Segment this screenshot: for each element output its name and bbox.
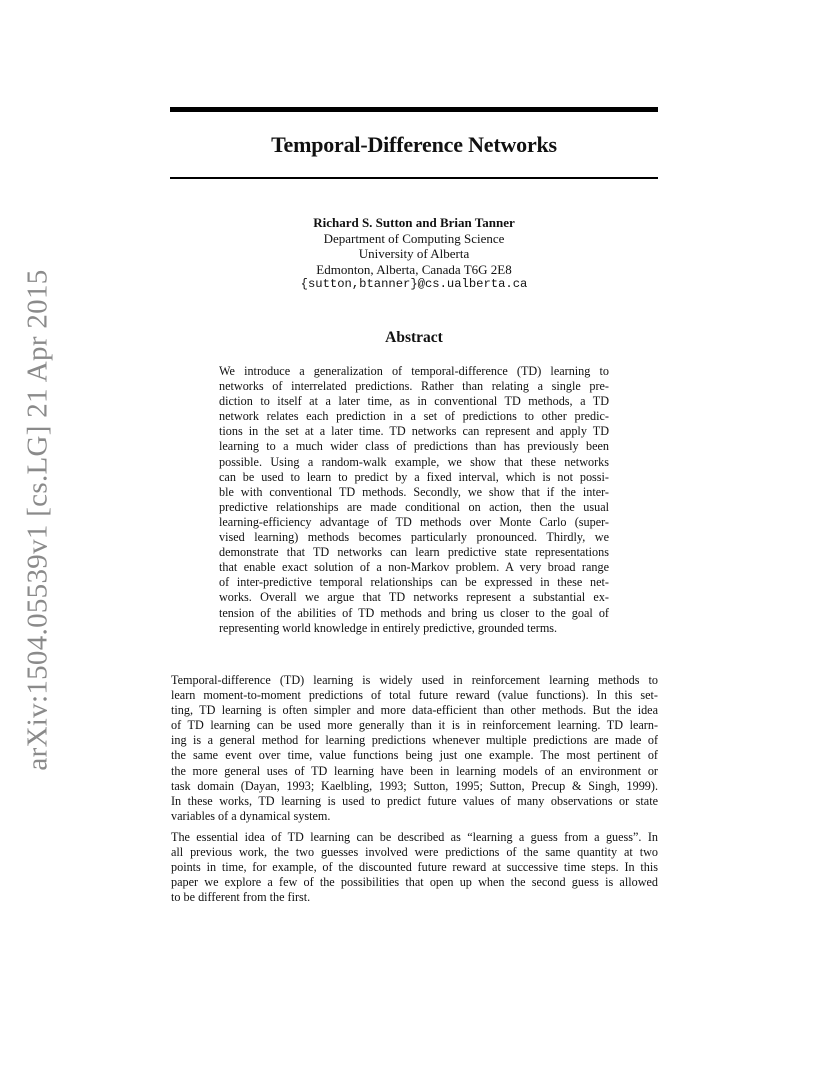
abstract-line: predictive relationships are made conditional on action, then the usual	[219, 499, 609, 514]
author-block	[170, 215, 658, 293]
author-address: Edmonton, Alberta, Canada T6G 2E8	[316, 261, 512, 277]
abstract-line: tension of the abilities of TD methods and bring us closer to the goal of	[219, 605, 609, 620]
abstract-heading: Abstract	[385, 329, 443, 346]
body-line: of TD learning can be used more generally than it is in reinforcement learning. TD learn-	[171, 718, 658, 733]
body-paragraph-1	[171, 673, 658, 824]
body-line: Temporal-difference (TD) learning is widely used in reinforcement learning methods to	[171, 673, 658, 687]
abstract-line: network relates each prediction in a set of predictions to other predic-	[219, 409, 609, 424]
abstract-line: can be used to learn to predict by a fixed interval, which is not possi-	[219, 469, 609, 484]
author-email[interactable]: {sutton,btanner}@cs.ualberta.ca	[300, 277, 528, 292]
body-line: all previous work, the two guesses involved were predictions of the same quantity at two	[171, 845, 658, 860]
body-line: The essential idea of TD learning can be described as “learning a guess from a guess”. In	[171, 830, 658, 844]
body-line: the same event over time, value functions being just one example. The most pertinent of	[171, 748, 658, 763]
abstract-line: that enable exact solution of a non-Markov problem. A very broad range	[219, 560, 609, 575]
body-line: the more general uses of TD learning have been in learning models of an environment or	[171, 763, 658, 778]
paper-title: Temporal-Difference Networks	[271, 132, 557, 157]
abstract-text	[219, 364, 609, 636]
body-line: ing is a general method for learning predictions whenever multiple predictions are made of	[171, 733, 658, 748]
abstract-line: possible. Using a random-walk example, we show that these networks	[219, 454, 609, 469]
body-line: to be different from the first.	[171, 890, 311, 905]
body-line: In these works, TD learning is used to predict future values of many observations or state	[171, 793, 658, 808]
title-rule-top	[170, 107, 658, 112]
abstract-line: of inter-predictive temporal relationships can be expressed in these net-	[219, 575, 609, 590]
abstract-line: demonstrate that TD networks can learn predictive state representations	[219, 545, 609, 560]
body-line: paper we explore a few of the possibilities that open up when the second guess is allowed	[171, 875, 658, 890]
abstract-line: representing world knowledge in entirely predictive, grounded terms.	[219, 620, 558, 635]
abstract-line: works. Overall we argue that TD networks represent a substantial ex-	[219, 590, 609, 605]
body-line: learn moment-to-moment predictions of total future reward (value functions). In this set-	[171, 688, 658, 703]
body-line: ting, TD learning is often simpler and more data-efficient than other methods. But the idea	[171, 703, 658, 718]
body-paragraph-2	[171, 830, 658, 905]
title-rule-bottom	[170, 177, 658, 179]
abstract-line: ble with conventional TD methods. Secondly, we show that if the inter-	[219, 484, 609, 499]
abstract-line: learning to a much wider class of predictions than has previously been	[219, 439, 609, 454]
body-line: task domain (Dayan, 1993; Kaelbling, 1993; Sutton, 1995; Sutton, Precup & Singh, 1999).	[171, 778, 658, 793]
author-university: University of Alberta	[358, 246, 470, 262]
abstract-line: tions in the set at a later time. TD networks can represent and apply TD	[219, 424, 609, 439]
body-line: variables of a dynamical system.	[171, 808, 331, 823]
author-names: Richard S. Sutton and Brian Tanner	[313, 215, 515, 230]
body-line: points in time, for example, of the discounted future reward at successive time steps. In this	[171, 860, 658, 875]
abstract-line: networks of interrelated predictions. Rather than relating a single pre-	[219, 379, 609, 394]
abstract-line: learning-efficiency advantage of TD methods over Monte Carlo (super-	[219, 514, 609, 529]
abstract-line: diction to itself at a later time, as in conventional TD methods, a TD	[219, 394, 609, 409]
abstract-line: vised learning) methods becomes particularly pronounced. Thirdly, we	[219, 530, 609, 545]
author-department: Department of Computing Science	[323, 230, 505, 246]
arxiv-identifier[interactable]: arXiv:1504.05539v1 [cs.LG] 21 Apr 2015	[21, 269, 54, 771]
abstract-line: We introduce a generalization of temporal-difference (TD) learning to	[219, 364, 609, 378]
